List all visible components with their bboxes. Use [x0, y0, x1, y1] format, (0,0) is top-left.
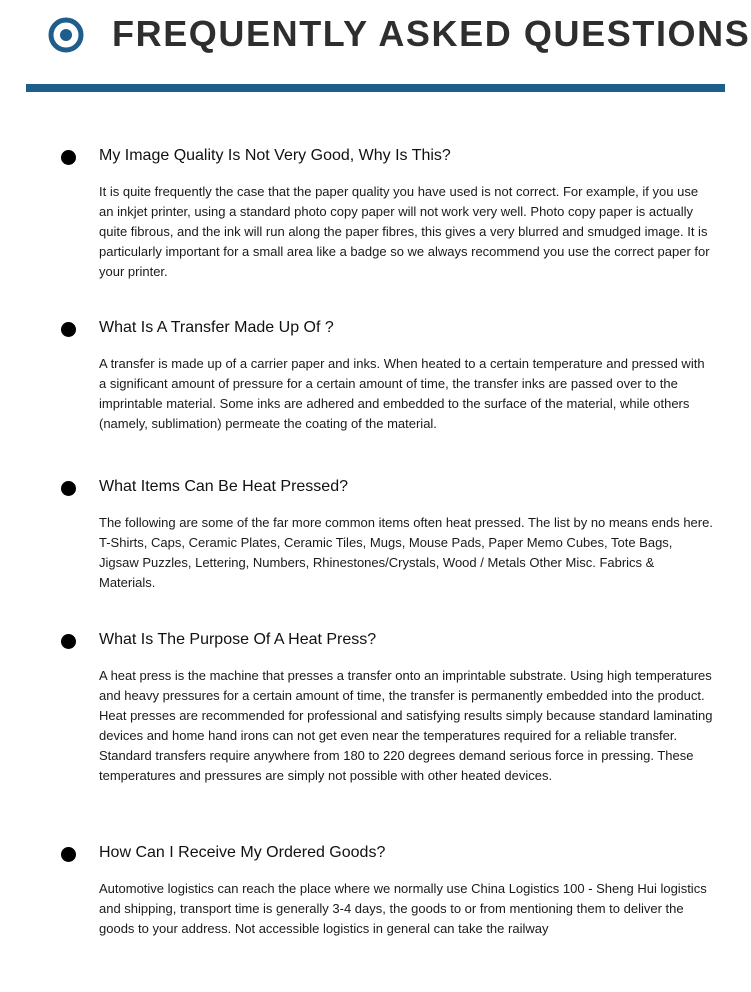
faq-question: What Is A Transfer Made Up Of ? [99, 319, 334, 336]
page-title: FREQUENTLY ASKED QUESTIONS [112, 13, 751, 54]
target-ring-icon [48, 17, 84, 53]
bullet-icon [61, 634, 76, 649]
faq-answer: The following are some of the far more common items often heat pressed. The list by no means ends here. T-Shirts, Caps, Ceramic Plates, Ceramic Tiles, Mugs, Mouse Pads, Paper Memo Cubes, Tote Bags, Jigsaw Puzzles, Lettering, Numbers, Rhinestones/Crystals, Wood / Metals Other Misc. Fabrics & Materials. [99, 515, 713, 590]
faq-question: How Can I Receive My Ordered Goods? [99, 844, 386, 861]
faq-question: What Items Can Be Heat Pressed? [99, 478, 348, 495]
bullet-icon [61, 322, 76, 337]
bullet-icon [61, 150, 76, 165]
faq-answer: A transfer is made up of a carrier paper and inks. When heated to a certain temperature and pressed with a significant amount of pressure for a certain amount of time, the transfer inks are passed over to the imprintable material. Some inks are adhered and embedded to the surface of the material, while others (namely, sublimation) permeate the coating of the material. [99, 356, 705, 431]
faq-answer: A heat press is the machine that presses a transfer onto an imprintable substrate. Using high temperatures and heavy pressures for a certain amount of time, the transfer is permanently embedded into the product. Heat presses are recommended for professional and satisfying results simply because standard laminating devices and home hand irons can not get even near the temperatures required for a reliable transfer. Standard transfers require anywhere from 180 to 220 degrees demand serious force in pressing. These temperatures and pressures are simply not possible with other heated devices. [99, 668, 713, 783]
faq-answer: Automotive logistics can reach the place where we normally use China Logistics 100 - Sheng Hui logistics and shipping, transport time is generally 3-4 days, the goods to or from mentioning them to deliver the goods to your address. Not accessible logistics in general can take the railway [99, 881, 707, 936]
faq-question: My Image Quality Is Not Very Good, Why Is This? [99, 147, 451, 164]
faq-question: What Is The Purpose Of A Heat Press? [99, 631, 377, 648]
header-divider [26, 84, 725, 92]
faq-answer: It is quite frequently the case that the paper quality you have used is not correct. For example, if you use an inkjet printer, using a standard photo copy paper will not work very well. Photo copy paper is actually quite fibrous, and the ink will run along the paper fibres, this gives a very blurred and smudged image. It is particularly important for a small area like a badge so we always recommend you use the correct paper for your printer. [99, 184, 710, 279]
bullet-icon [61, 847, 76, 862]
page-header [0, 0, 751, 92]
bullet-icon [61, 481, 76, 496]
